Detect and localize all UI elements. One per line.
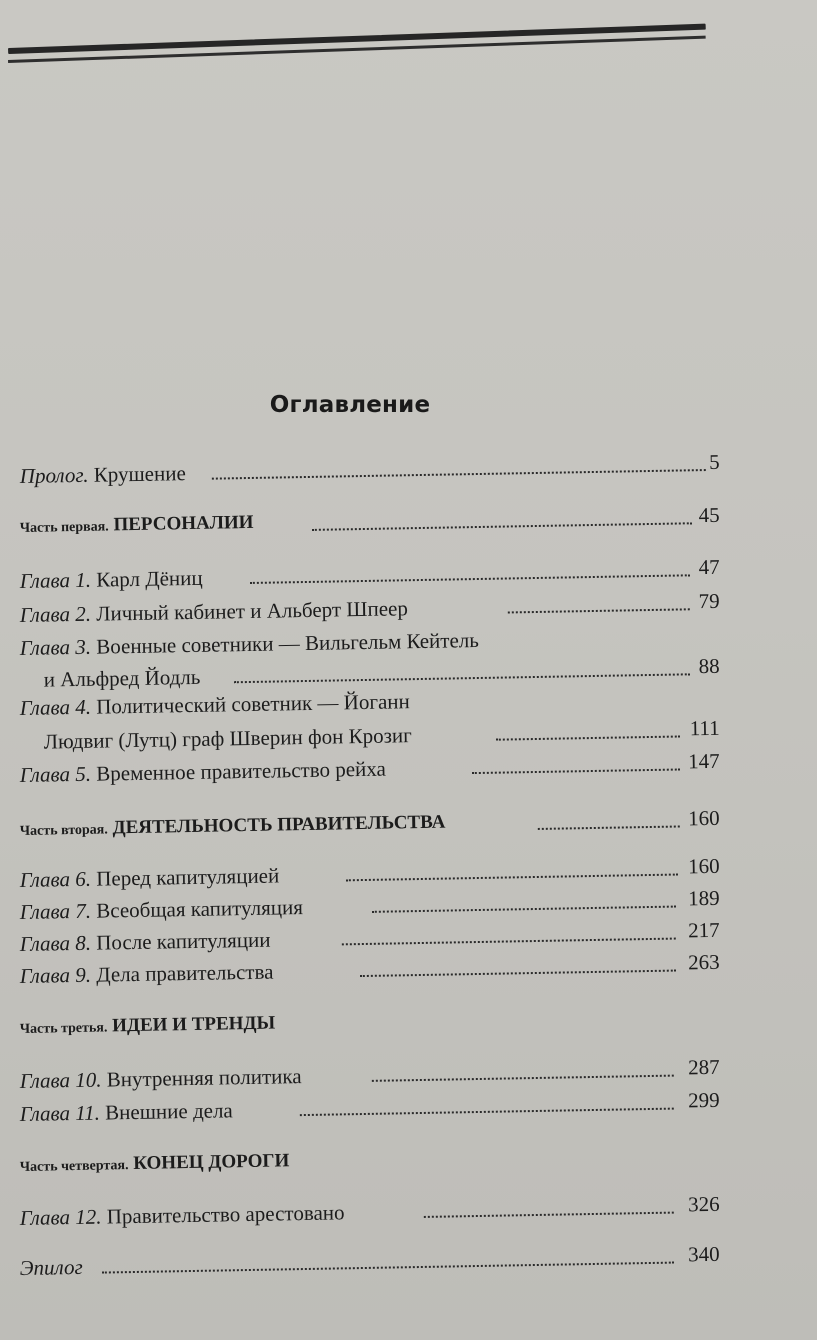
- leader-dots: [472, 768, 680, 774]
- entry-title: Личный кабинет и Альберт Шпеер: [96, 596, 409, 626]
- page-number: 160: [687, 805, 720, 831]
- page-number: 217: [687, 917, 720, 943]
- entry-label: Глава 9.: [19, 962, 92, 988]
- page-number: 263: [687, 949, 720, 975]
- entry-title: Политический советник — Йоганн: [96, 689, 410, 719]
- entry-title: После капитуляции: [96, 927, 271, 955]
- entry-label: Глава 12.: [19, 1204, 102, 1230]
- entry-title-cont: Людвиг (Лутц) граф Шверин фон Крозиг: [43, 723, 412, 754]
- leader-dots: [346, 874, 678, 882]
- leader-dots: [300, 1108, 674, 1117]
- page-number: 47: [698, 554, 720, 580]
- entry-label: Глава 7.: [19, 898, 92, 924]
- part-label: Часть третья.: [19, 1020, 108, 1038]
- leader-dots: [496, 735, 680, 740]
- leader-dots: [424, 1212, 674, 1218]
- page-number: 88: [698, 653, 720, 679]
- entry-label: Глава 6.: [19, 866, 92, 892]
- entry-title: Карл Дёниц: [96, 565, 203, 592]
- page-number: 160: [687, 853, 720, 879]
- page-number: 287: [687, 1054, 720, 1080]
- page-number: 5: [708, 449, 720, 474]
- entry-title-cont: и Альфред Йодль: [43, 664, 201, 692]
- entry-title: Правительство арестовано: [106, 1200, 345, 1229]
- part-label: Часть первая.: [19, 519, 109, 537]
- entry-title: Всеобщая капитуляция: [96, 895, 304, 923]
- part-title: ДЕЯТЕЛЬНОСТЬ ПРАВИТЕЛЬСТВА: [112, 811, 446, 839]
- page-number: 326: [687, 1191, 720, 1217]
- part-label: Часть вторая.: [19, 822, 108, 840]
- entry-title: Внутренняя политика: [106, 1064, 302, 1092]
- page-number: 299: [687, 1087, 720, 1113]
- entry-label: Глава 8.: [19, 930, 92, 956]
- entry-label: Глава 3.: [19, 634, 92, 660]
- entry-label: Глава 2.: [19, 601, 92, 627]
- page-number: 45: [698, 502, 720, 528]
- toc-title: Оглавление: [269, 392, 431, 418]
- page-number: 147: [687, 748, 720, 774]
- part-title: ИДЕИ И ТРЕНДЫ: [111, 1012, 276, 1037]
- part-title: КОНЕЦ ДОРОГИ: [133, 1150, 290, 1175]
- leader-dots: [360, 970, 676, 978]
- leader-dots: [372, 1075, 674, 1082]
- entry-label: Глава 1.: [19, 567, 92, 593]
- page-number: 79: [698, 588, 720, 614]
- entry-title: Дела правительства: [96, 959, 274, 987]
- entry-label: Глава 4.: [19, 694, 92, 720]
- entry-title: Крушение: [93, 461, 186, 487]
- page-number: 340: [687, 1241, 720, 1267]
- page-number: 111: [689, 715, 720, 741]
- entry-title: Военные советники — Вильгельм Кейтель: [96, 627, 480, 659]
- part-label: Часть четвертая.: [19, 1158, 129, 1176]
- entry-label: Глава 10.: [19, 1067, 102, 1093]
- entry-title: Временное правительство рейха: [96, 756, 387, 786]
- leader-dots: [342, 938, 676, 946]
- leader-dots: [508, 608, 690, 613]
- entry-label: Эпилог: [19, 1254, 83, 1280]
- entry-label: Пролог.: [19, 462, 89, 488]
- leader-dots: [372, 906, 676, 913]
- entry-title: Перед капитуляцией: [96, 863, 280, 891]
- part-title: ПЕРСОНАЛИИ: [113, 511, 254, 536]
- entry-title: Внешние дела: [104, 1098, 233, 1125]
- page-number: 189: [687, 885, 720, 911]
- entry-label: Глава 5.: [19, 761, 92, 787]
- leader-dots: [538, 825, 680, 829]
- leader-dots: [312, 522, 692, 531]
- entry-label: Глава 11.: [19, 1100, 101, 1126]
